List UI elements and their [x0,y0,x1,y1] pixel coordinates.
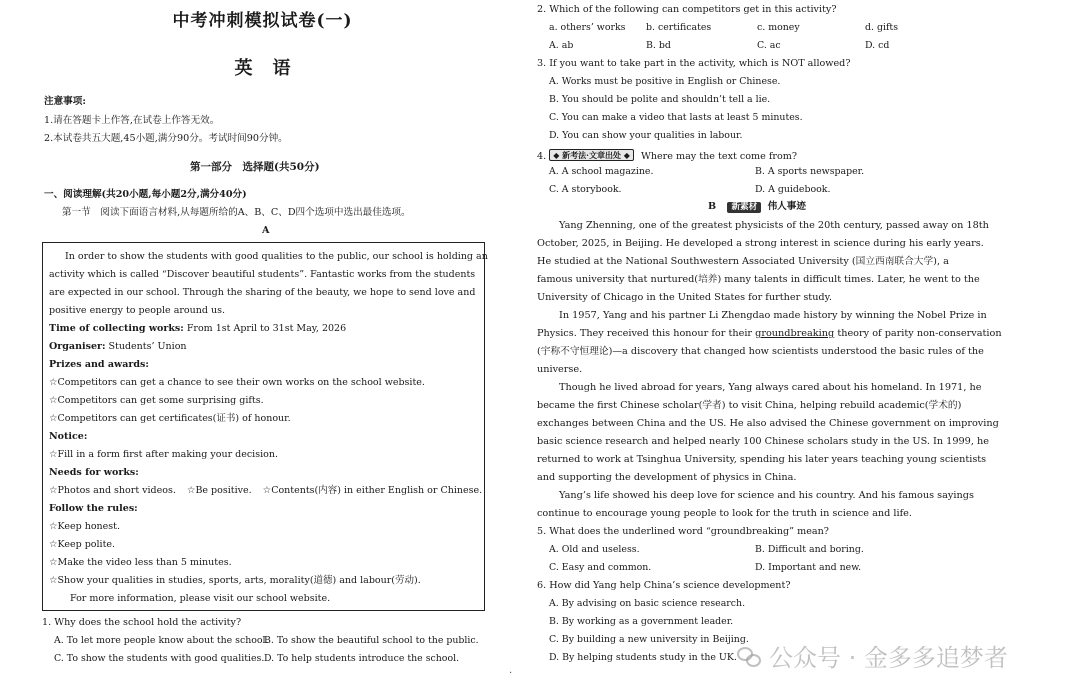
time-label: Time of collecting works: [49,323,184,334]
q5-option-c: C. Easy and common. [549,562,652,573]
notice-item-1: ☆Fill in a form first after making your decision. [49,449,278,460]
left-column [0,0,513,695]
passage-b-line: University of Chicago in the United States for further study. [537,292,832,303]
passage-b-heading-row [708,202,806,213]
q4-stem: Where may the text come from? [640,151,798,162]
passage-b-line-underlined: Physics. They received this honour for their groundbreaking theory of parity non-conservation [537,328,1002,339]
q1-option-c: C. To show the students with good qualities. [54,653,265,664]
notice-label: Notice: [49,431,88,442]
passage-a-intro-3: are expected in our school. Through the sharing of the beauty, we hope to send love and [49,287,476,298]
passage-b-line: He studied at the National Southwestern Associated University (国立西南联合大学), a [537,256,949,267]
part1-title: 第一部分 选择题(共50分) [190,161,320,173]
prize-item-3: ☆Competitors can get certificates(证书) of honour. [49,413,291,424]
q2-stem: 2. Which of the following can competitors get in this activity? [537,4,837,15]
passage-a-label: A [262,225,270,236]
q2-option-d: D. cd [865,40,890,51]
time-row [49,324,346,334]
passage-b-line: returned to work at Tsinghua University, spending his later years teaching young scientists [537,454,987,465]
q1-option-a: A. To let more people know about the school. [54,635,269,646]
q4-stem-row [537,149,797,162]
passage-b-line: basic science research and helped nearly 100 Chinese scholars study in the US. In 1999, he [537,436,989,447]
passage-b-line: Though he lived abroad for years, Yang always cared about his homeland. In 1971, he [559,382,982,393]
q4-option-a: A. A school magazine. [549,166,654,177]
passage-b-line: continue to encourage young people to look for the truth in science and life. [537,508,912,519]
q2-option-b: B. bd [646,40,671,51]
q4-option-b: B. A sports newspaper. [755,166,865,177]
q3-option-c: C. You can make a video that lasts at least 5 minutes. [549,112,803,123]
rule-item-3: ☆Make the video less than 5 minutes. [49,557,232,568]
rule-item-1: ☆Keep honest. [49,521,120,532]
q2-option-c: C. ac [757,40,781,51]
q6-option-c: C. By building a new university in Beijing. [549,634,749,645]
q6-option-d: D. By helping students study in the UK. [549,652,737,663]
q1-option-d: D. To help students introduce the school. [264,653,460,664]
passage-b-line: Yang Zhenning, one of the greatest physicists of the 20th century, passed away on 18th [559,220,989,231]
q5-stem: 5. What does the underlined word “groundbreaking” mean? [537,526,829,537]
wechat-icon [737,647,763,669]
q2-item-a: a. others’ works [549,22,626,33]
q5-option-d: D. Important and new. [755,562,862,573]
passage-b-line: October, 2025, in Beijing. He developed a strong interest in science during his early years. [537,238,984,249]
underlined-word: groundbreaking [755,328,835,339]
passage-a-box [42,242,488,611]
q2-option-a: A. ab [549,40,574,51]
q1-option-b: B. To show the beautiful school to the public. [264,635,479,646]
q6-stem: 6. How did Yang help China’s science development? [537,580,791,591]
passage-b-tag: 新素材 [727,202,761,213]
notes-item-1: 1.请在答题卡上作答,在试卷上作答无效。 [44,115,220,126]
prize-item-2: ☆Competitors can get some surprising gifts. [49,395,264,406]
q6-option-a: A. By advising on basic science research. [549,598,746,609]
passage-b-line: universe. [537,364,583,375]
q3-option-b: B. You should be polite and shouldn’t tell a lie. [549,94,771,105]
notes-item-2: 2.本试卷共五大题,45小题,满分90分。考试时间90分钟。 [44,133,288,144]
passage-a-intro-1 [49,251,488,262]
q2-item-d: d. gifts [865,22,899,33]
organiser-row [49,342,187,352]
q4-option-c: C. A storybook. [549,184,622,195]
q4-option-d: D. A guidebook. [755,184,831,195]
more-info: For more information, please visit our school website. [70,593,331,604]
q6-option-b: B. By working as a government leader. [549,616,734,627]
watermark [737,638,1008,673]
q2-item-c: c. money [757,22,800,33]
needs-label: Needs for works: [49,467,139,478]
organiser-value: Students’ Union [108,341,187,352]
prize-item-1: ☆Competitors can get a chance to see their own works on the school website. [49,377,425,388]
need-item-2: ☆Be positive. [186,485,252,496]
passage-b-line: famous university that nurtured(培养) many talents in difficult times. Later, he went to the [537,274,980,285]
q4-number: 4. [537,151,547,162]
time-value: From 1st April to 31st May, 2026 [186,323,347,334]
q4-tag: ◆ 新考法·文章出处 ◆ [549,149,634,161]
q5-option-a: A. Old and useless. [549,544,640,555]
passage-b-line: and supporting the development of physics in China. [537,472,797,483]
passage-b-line: exchanges between China and the US. He also advised the Chinese government on improving [537,418,999,429]
exam-subject: 英语 [234,58,311,79]
q1-stem: 1. Why does the school hold the activity? [42,617,242,628]
passage-a-intro-2: activity which is called “Discover beautiful students”. Fantastic works from the students [49,269,476,280]
passage-b-line: (宇称不守恒理论)—a discovery that changed how scientists understood the basic rules of the [537,346,984,357]
q3-option-d: D. You can show your qualities in labour. [549,130,743,141]
watermark-text: 公众号 · 金多多追梦者 [769,644,1008,672]
q3-stem: 3. If you want to take part in the activity, which is NOT allowed? [537,58,851,69]
rule-item-4: ☆Show your qualities in studies, sports, arts, morality(道德) and labour(劳动). [49,575,421,586]
passage-a-intro-1-text: In order to show the students with good qualities to the public, our school is holding an [65,251,488,262]
passage-b-line: Yang’s life showed his deep love for science and his country. And his famous sayings [559,490,974,501]
section1-heading: 一、阅读理解(共20小题,每小题2分,满分40分) [44,189,247,200]
section1-instruction: 第一节 阅读下面语言材料,从每题所给的A、B、C、D四个选项中选出最佳选项。 [62,207,411,218]
q2-item-b: b. certificates [646,22,712,33]
passage-a-intro-4: positive energy to people around us. [49,305,225,316]
passage-b-heading: 伟人事迹 [767,201,806,212]
prizes-label: Prizes and awards: [49,359,149,370]
passage-b-line: became the first Chinese scholar(学者) to visit China, helping rebuild academic(学术的) [537,400,962,411]
page-mark: · [509,668,513,679]
need-item-3: ☆Contents(内容) in either English or Chinese. [262,485,483,496]
passage-b-line: In 1957, Yang and his partner Li Zhengdao made history by winning the Nobel Prize in [559,310,987,321]
notes-heading: 注意事项: [44,96,86,107]
q3-option-a: A. Works must be positive in English or Chinese. [549,76,781,87]
organiser-label: Organiser: [49,341,106,352]
need-item-1: ☆Photos and short videos. [49,485,176,496]
rule-item-2: ☆Keep polite. [49,539,116,550]
q5-option-b: B. Difficult and boring. [755,544,864,555]
exam-title: 中考冲刺模拟试卷(一) [172,11,353,31]
rules-label: Follow the rules: [49,503,138,514]
needs-row [49,486,482,496]
passage-b-label: B [708,201,717,212]
